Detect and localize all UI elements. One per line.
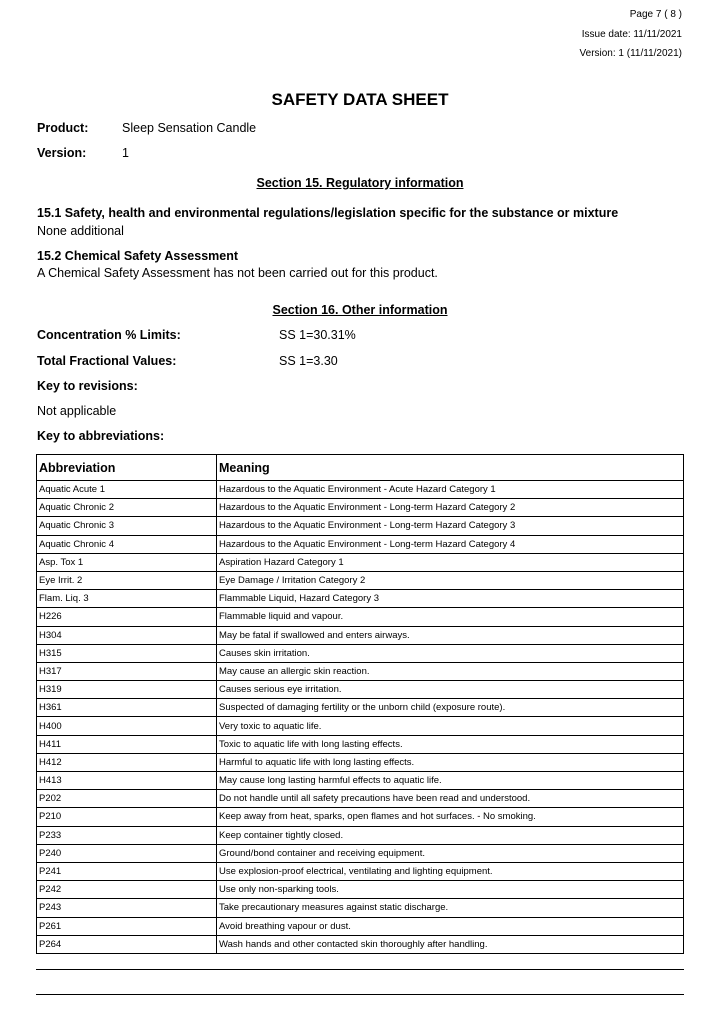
abbreviation-cell: Flam. Liq. 3 [37,590,217,608]
meaning-cell: Hazardous to the Aquatic Environment - Long-term Hazard Category 3 [217,517,684,535]
table-row [37,626,684,644]
section-16-heading: Section 16. Other information [272,303,448,317]
revisions-value: Not applicable [37,404,117,418]
meaning-cell: Toxic to aquatic life with long lasting effects. [217,735,684,753]
table-header-row [37,455,684,481]
meaning-cell: Take precautionary measures against static discharge. [217,899,684,917]
abbreviation-cell: H412 [37,753,217,771]
meaning-cell: Do not handle until all safety precautions have been read and understood. [217,790,684,808]
table-row [37,681,684,699]
footer-rule-top [36,969,684,970]
abbreviation-cell: Aquatic Chronic 3 [37,517,217,535]
abbreviation-cell: P202 [37,790,217,808]
abbreviation-cell: H413 [37,772,217,790]
abbreviation-column-header: Abbreviation [37,455,217,481]
abbreviation-cell: P233 [37,826,217,844]
abbreviation-cell: H304 [37,626,217,644]
table-row [37,790,684,808]
table-row [37,553,684,571]
table-row [37,481,684,499]
abbreviation-cell: P241 [37,862,217,880]
abbreviation-cell: H411 [37,735,217,753]
revisions-label: Key to revisions: [37,379,138,393]
table-row [37,808,684,826]
meaning-cell: Avoid breathing vapour or dust. [217,917,684,935]
section-15-1-title: 15.1 Safety, health and environmental regulations/legislation specific for the substance or mixture [37,206,619,220]
abbreviations-table [36,454,684,954]
meaning-cell: Wash hands and other contacted skin thoroughly after handling. [217,935,684,953]
abbreviation-cell: Eye Irrit. 2 [37,571,217,589]
section-15-2-text: A Chemical Safety Assessment has not been carried out for this product. [37,266,438,280]
version-info: Version: 1 (11/11/2021) [579,48,682,59]
table-row [37,735,684,753]
meaning-column-header: Meaning [217,455,684,481]
abbreviation-cell: H319 [37,681,217,699]
version-value: 1 [122,146,129,160]
abbreviation-cell: H400 [37,717,217,735]
page-number: Page 7 ( 8 ) [629,9,682,20]
fractional-values-label: Total Fractional Values: [37,354,177,368]
meaning-cell: Hazardous to the Aquatic Environment - Long-term Hazard Category 2 [217,499,684,517]
section-15-1-text: None additional [37,224,124,238]
abbreviation-cell: H315 [37,644,217,662]
table-row [37,935,684,953]
abbreviation-cell: H226 [37,608,217,626]
document-title: SAFETY DATA SHEET [271,90,449,109]
meaning-cell: Keep container tightly closed. [217,826,684,844]
abbreviation-cell: P243 [37,899,217,917]
abbreviation-cell: Aquatic Chronic 4 [37,535,217,553]
abbreviation-cell: Asp. Tox 1 [37,553,217,571]
table-row [37,662,684,680]
table-row [37,899,684,917]
abbreviations-table-body [37,481,684,954]
meaning-cell: Harmful to aquatic life with long lasting effects. [217,753,684,771]
abbreviation-cell: P242 [37,881,217,899]
abbreviation-cell: P210 [37,808,217,826]
table-row [37,535,684,553]
meaning-cell: Flammable liquid and vapour. [217,608,684,626]
abbreviation-cell: P261 [37,917,217,935]
section-15-heading: Section 15. Regulatory information [256,176,464,190]
abbreviations-label: Key to abbreviations: [37,429,165,443]
meaning-cell: May cause long lasting harmful effects to aquatic life. [217,772,684,790]
table-row [37,862,684,880]
table-row [37,844,684,862]
version-label: Version: [37,146,87,160]
concentration-value: SS 1=30.31% [279,328,356,342]
meaning-cell: Causes skin irritation. [217,644,684,662]
abbreviation-cell: Aquatic Chronic 2 [37,499,217,517]
abbreviation-cell: P264 [37,935,217,953]
meaning-cell: Very toxic to aquatic life. [217,717,684,735]
table-row [37,499,684,517]
table-row [37,517,684,535]
meaning-cell: Hazardous to the Aquatic Environment - Long-term Hazard Category 4 [217,535,684,553]
abbreviation-cell: Aquatic Acute 1 [37,481,217,499]
meaning-cell: Flammable Liquid, Hazard Category 3 [217,590,684,608]
meaning-cell: Use explosion-proof electrical, ventilating and lighting equipment. [217,862,684,880]
table-row [37,881,684,899]
meaning-cell: Causes serious eye irritation. [217,681,684,699]
product-value: Sleep Sensation Candle [122,121,257,135]
abbreviation-cell: P240 [37,844,217,862]
product-label: Product: [37,121,89,135]
table-row [37,571,684,589]
footer-rule-bottom [36,994,684,995]
meaning-cell: Aspiration Hazard Category 1 [217,553,684,571]
meaning-cell: Hazardous to the Aquatic Environment - Acute Hazard Category 1 [217,481,684,499]
table-row [37,590,684,608]
table-row [37,717,684,735]
meaning-cell: Keep away from heat, sparks, open flames and hot surfaces. - No smoking. [217,808,684,826]
fractional-values-value: SS 1=3.30 [279,354,338,368]
table-row [37,772,684,790]
meaning-cell: May be fatal if swallowed and enters airways. [217,626,684,644]
table-row [37,699,684,717]
concentration-label: Concentration % Limits: [37,328,181,342]
table-row [37,753,684,771]
issue-date: Issue date: 11/11/2021 [581,29,682,40]
table-row [37,826,684,844]
abbreviation-cell: H317 [37,662,217,680]
table-row [37,608,684,626]
meaning-cell: Ground/bond container and receiving equipment. [217,844,684,862]
section-15-2-title: 15.2 Chemical Safety Assessment [37,249,239,263]
meaning-cell: Eye Damage / Irritation Category 2 [217,571,684,589]
meaning-cell: Suspected of damaging fertility or the unborn child (exposure route). [217,699,684,717]
table-row [37,644,684,662]
table-row [37,917,684,935]
meaning-cell: Use only non-sparking tools. [217,881,684,899]
abbreviation-cell: H361 [37,699,217,717]
meaning-cell: May cause an allergic skin reaction. [217,662,684,680]
